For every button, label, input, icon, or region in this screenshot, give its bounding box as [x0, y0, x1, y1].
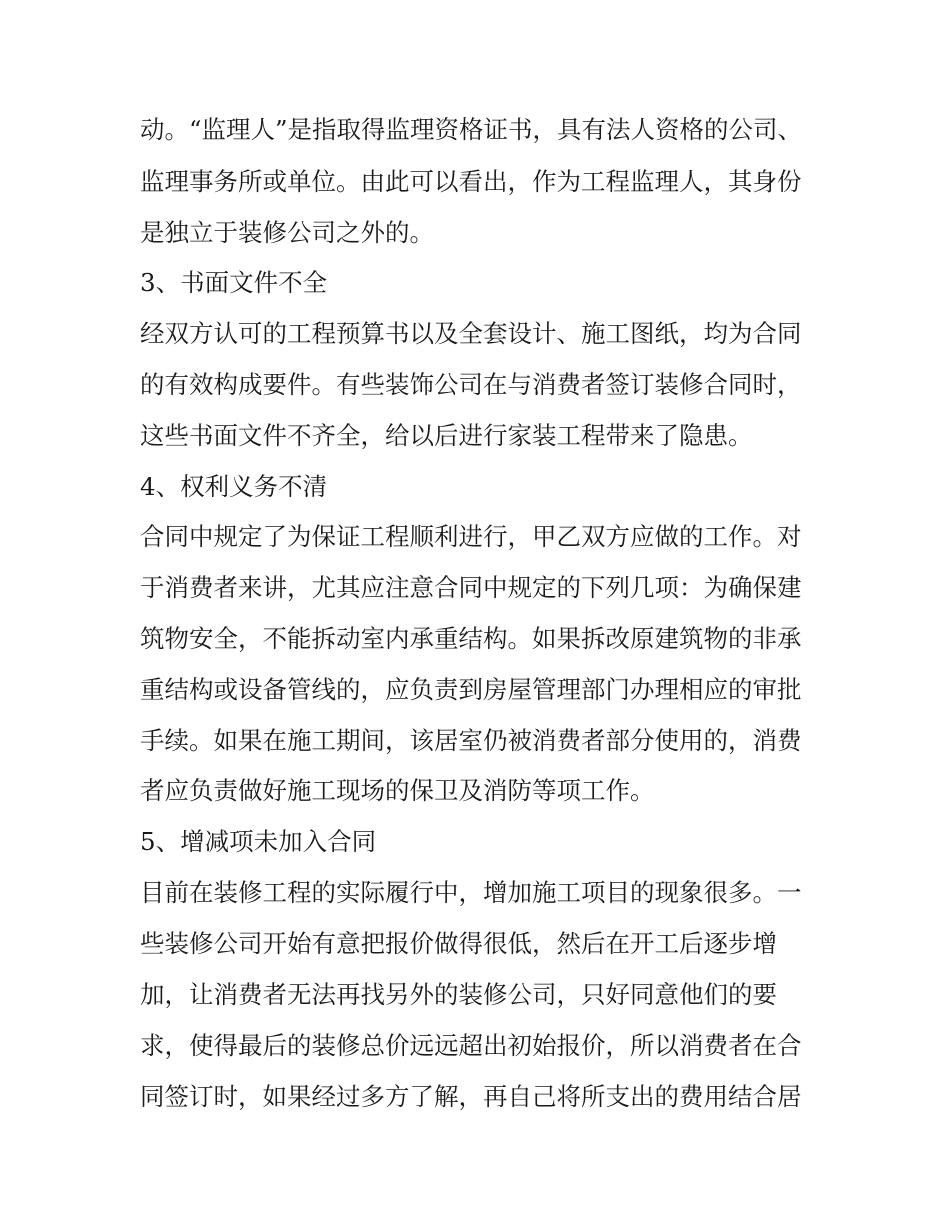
text-line: 这些书面文件不齐全，给以后进行家装工程带来了隐患。 [140, 421, 753, 450]
text-line: 是独立于装修公司之外的。 [140, 218, 434, 247]
text-line: 者应负责做好施工现场的保卫及消防等项工作。 [140, 776, 655, 805]
text-line: 合同中规定了为保证工程顺利进行，甲乙双方应做的工作。对 [140, 522, 802, 551]
text-line: 同签订时，如果经过多方了解，再自己将所支出的费用结合居 [140, 1082, 802, 1111]
section-heading: 3、书面文件不全 [140, 268, 328, 297]
text-line: 监理事务所或单位。由此可以看出，作为工程监理人，其身份 [140, 167, 802, 196]
text-line: 加，让消费者无法再找另外的装修公司，只好同意他们的要 [140, 980, 777, 1009]
text-line: 求，使得最后的装修总价远远超出初始报价，所以消费者在合 [140, 1031, 802, 1060]
text-line: 目前在装修工程的实际履行中，增加施工项目的现象很多。一 [140, 878, 802, 907]
section-heading: 4、权利义务不清 [140, 472, 328, 501]
text-line: 的有效构成要件。有些装饰公司在与消费者签订装修合同时， [140, 370, 802, 399]
text-line: 些装修公司开始有意把报价做得很低，然后在开工后逐步增 [140, 929, 777, 958]
text-line: 经双方认可的工程预算书以及全套设计、施工图纸，均为合同 [140, 319, 802, 348]
text-line: 手续。如果在施工期间，该居室仍被消费者部分使用的，消费 [140, 726, 802, 755]
text-line: 筑物安全，不能拆动室内承重结构。如果拆改原建筑物的非承 [140, 624, 802, 653]
text-line: 于消费者来讲，尤其应注意合同中规定的下列几项：为确保建 [140, 573, 802, 602]
section-heading: 5、增减项未加入合同 [140, 827, 377, 856]
text-line: 动。“监理人”是指取得监理资格证书，具有法人资格的公司、 [140, 115, 803, 144]
text-line: 重结构或设备管线的，应负责到房屋管理部门办理相应的审批 [140, 675, 802, 704]
